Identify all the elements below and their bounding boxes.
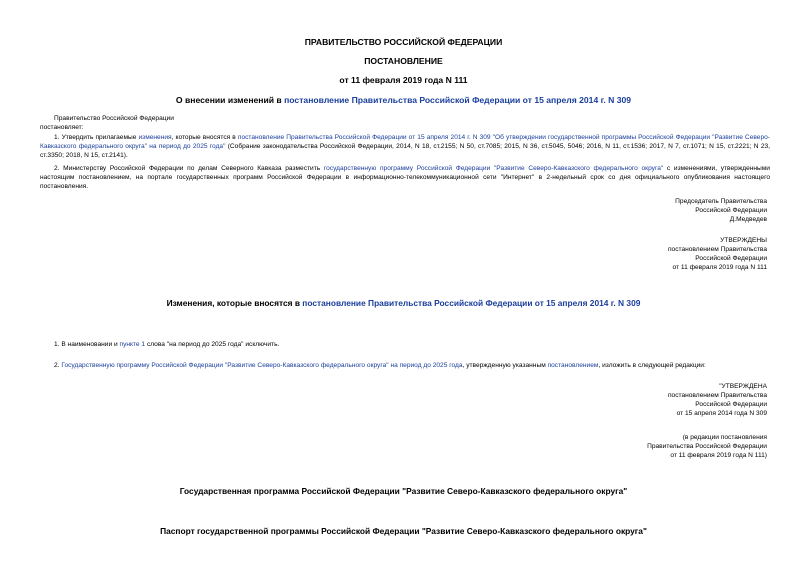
change-1-suffix: слова "на период до 2025 года" исключить. (145, 341, 280, 348)
approved-quote-block (507, 383, 767, 419)
signature-block (507, 198, 767, 225)
item-2-prefix: 2. Министерству Российской Федерации по делам Северного Кавказа разместить (54, 165, 324, 172)
change-1-paragraph (40, 341, 770, 350)
revision-block (507, 434, 767, 461)
revision-line-3: от 11 февраля 2019 года N 111) (670, 451, 767, 459)
subject-link[interactable]: постановление Правительства Российской Федерации от 15 апреля 2014 г. N 309 (284, 95, 632, 105)
approved-line-1: УТВЕРЖДЕНЫ (720, 237, 767, 244)
revision-line-2: Правительства Российской Федерации (647, 442, 767, 450)
item-1-link-changes[interactable]: изменения (138, 134, 172, 141)
change-2-num: 2. (54, 362, 62, 369)
government-heading: ПРАВИТЕЛЬСТВО РОССИЙСКОЙ ФЕДЕРАЦИИ (304, 37, 503, 47)
approved-block (507, 237, 767, 273)
change-2-middle: , утвержденную указанным (462, 362, 548, 369)
item-1-link-resolution[interactable]: постановление Правительства Российской Федерации от 15 апреля 2014 г. N 309 "Об утверждении государственной программы Российской Федерации "Развитие Северо-Кавказского федерального округа" на период до 2025 года" (40, 134, 770, 150)
change-2-link-resolution[interactable]: постановлением (547, 362, 599, 369)
subject-prefix: О внесении изменений в (175, 95, 285, 105)
item-2-paragraph (40, 165, 770, 192)
document-subject-heading (0, 95, 807, 107)
item-1-middle: , которые вносятся в (171, 134, 238, 141)
changes-title-link[interactable]: постановление Правительства Российской Федерации от 15 апреля 2014 г. N 309 (302, 298, 641, 308)
approved-quote-line-1: "УТВЕРЖДЕНА (719, 383, 767, 390)
signature-line-2: Российской Федерации (695, 206, 767, 214)
approved-quote-line-2: постановлением Правительства (667, 391, 767, 399)
revision-line-1: (в редакции постановления (682, 434, 767, 441)
change-1-prefix: 1. В наименовании и (54, 341, 120, 348)
change-2-link-program[interactable]: Государственную программу Российской Федерации "Развитие Северо-Кавказского федерального округа" на период до 2025 года (61, 362, 463, 369)
item-2-suffix: с изменениями, утвержденными настоящим постановлением, на портале государственных программ Российской Федерации в информационно-телекоммуникационной сети "Интернет" в 2-недельный срок со дня официального опубликования настоящего постановления. (40, 165, 770, 190)
approved-quote-line-4: от 15 апреля 2014 года N 309 (676, 409, 767, 417)
passport-title: Паспорт государственной программы Российской Федерации "Развитие Северо-Кавказского федерального округа" (160, 526, 647, 536)
program-title: Государственная программа Российской Федерации "Развитие Северо-Кавказского федерального округа" (179, 486, 628, 496)
approved-line-2: постановлением Правительства (667, 245, 767, 253)
document-type-heading: ПОСТАНОВЛЕНИЕ (364, 56, 443, 66)
item-2-link-program[interactable]: государственную программу Российской Федерации "Развитие Северо-Кавказского федерального округа" (323, 165, 664, 172)
item-1-suffix: (Собрание законодательства Российской Федерации, 2014, N 18, ст.2155; N 50, ст.7085; 2015, N 36, ст.5045, 5046; 2016, N 11, ст.1536; 2017, N 7, ст.1071; N 15, ст.2221; N 23, ст.3350; 2018, N 15, ст.2141). (40, 142, 770, 159)
intro-line-2: постановляет: (40, 124, 84, 131)
intro-line-1: Правительство Российской Федерации (54, 115, 174, 122)
document-date-heading: от 11 февраля 2019 года N 111 (339, 75, 468, 85)
change-2-paragraph (40, 362, 770, 371)
signature-line-1: Председатель Правительства (675, 198, 767, 205)
approved-line-3: Российской Федерации (695, 254, 767, 262)
changes-title (0, 298, 807, 309)
change-2-suffix: , изложить в следующей редакции: (598, 362, 706, 369)
signature-line-3: Д.Медведев (729, 215, 767, 223)
approved-quote-line-3: Российской Федерации (695, 400, 767, 408)
changes-title-prefix: Изменения, которые вносятся в (166, 298, 303, 308)
change-1-link[interactable]: пункте 1 (119, 341, 146, 348)
item-1-prefix: 1. Утвердить прилагаемые (54, 134, 139, 141)
item-1-paragraph (40, 134, 770, 161)
approved-line-4: от 11 февраля 2019 года N 111 (672, 263, 767, 271)
